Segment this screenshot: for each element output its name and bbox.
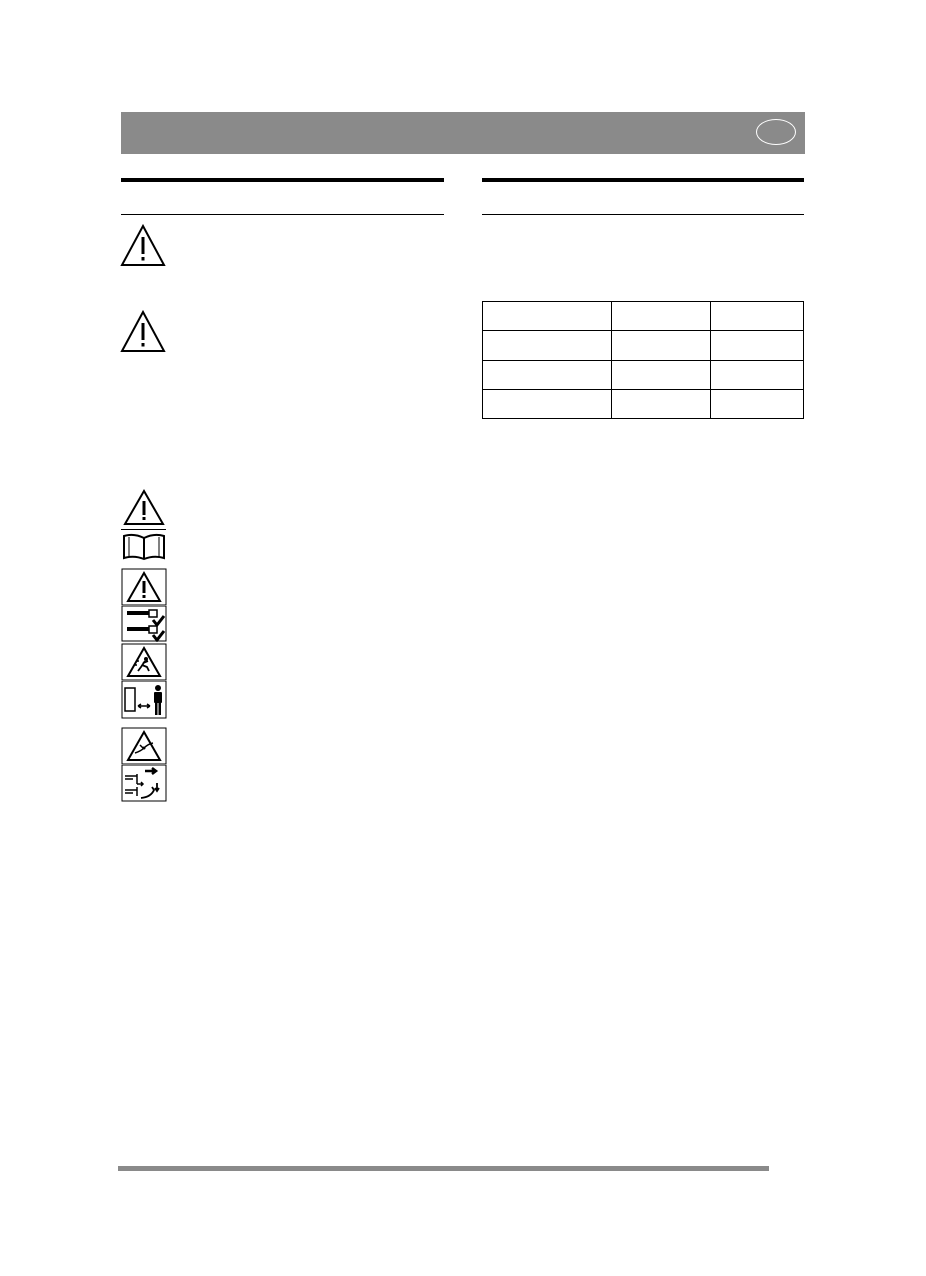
table-cell	[483, 331, 612, 360]
warning-triangle-icon	[121, 568, 167, 606]
table-row	[483, 331, 804, 360]
table-cell	[711, 360, 804, 389]
table-cell	[612, 389, 711, 418]
warning-triangle-icon	[120, 223, 166, 267]
thrown-objects-warning-icon	[121, 643, 167, 681]
warning-triangle-icon	[120, 309, 166, 353]
page-footer-bar	[118, 1166, 769, 1171]
keep-distance-icon	[121, 681, 167, 719]
table-cell	[612, 331, 711, 360]
table-cell	[711, 302, 804, 331]
symbol-divider	[121, 529, 166, 530]
right-section-rule	[482, 178, 804, 182]
table-row	[483, 389, 804, 418]
data-table	[482, 301, 804, 419]
remove-key-icon	[121, 606, 167, 642]
page-header-bar	[121, 112, 805, 154]
table-row	[483, 360, 804, 389]
warning-triangle-icon	[121, 488, 167, 528]
rotating-blades-warning-icon	[121, 727, 167, 765]
left-subsection-rule	[121, 214, 444, 215]
table-cell	[483, 389, 612, 418]
table-cell	[483, 360, 612, 389]
table-cell	[711, 389, 804, 418]
left-section-rule	[121, 178, 444, 182]
table-cell	[612, 302, 711, 331]
table-cell	[483, 302, 612, 331]
hands-away-from-blades-icon	[121, 765, 167, 802]
right-subsection-rule	[482, 214, 804, 215]
table-cell	[711, 331, 804, 360]
table-cell	[612, 360, 711, 389]
table-row	[483, 302, 804, 331]
read-manual-icon	[121, 532, 167, 562]
language-badge	[756, 119, 796, 145]
